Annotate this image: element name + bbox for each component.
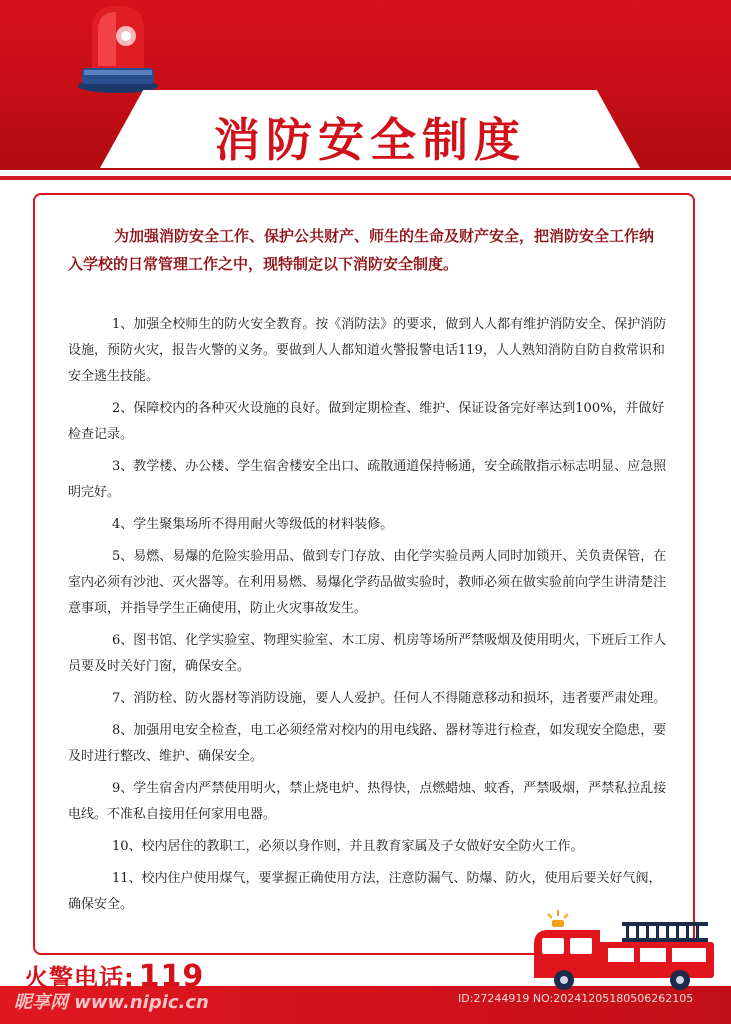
watermark-id: ID:27244919 NO:20241205180506262105	[458, 992, 694, 1005]
rule-item: 10、校内居住的教职工，必须以身作则，并且教育家属及子女做好安全防火工作。	[112, 839, 584, 854]
hotline-label: 火警电话:	[24, 964, 135, 992]
hotline-number: 119	[138, 959, 205, 994]
rules-list	[68, 312, 668, 924]
rule-item: 11、校内住户使用煤气，要掌握正确使用方法，注意防漏气、防爆、防火，使用后要关好气阀，确保安全。	[68, 871, 662, 912]
rule-item: 9、学生宿舍内严禁使用明火，禁止烧电炉、热得快，点燃蜡烛、蚊香，严禁吸烟，严禁私拉乱接电线。不准私自接用任何家用电器。	[68, 781, 667, 822]
rule-item: 2、保障校内的各种灭火设施的良好。做到定期检查、维护、保证设备完好率达到100%，并做好检查记录。	[68, 401, 665, 442]
rule-item: 4、学生聚集场所不得用耐火等级低的材料装修。	[112, 517, 394, 532]
rule-item: 3、教学楼、办公楼、学生宿舍楼安全出口、疏散通道保持畅通，安全疏散指示标志明显、应急照明完好。	[68, 459, 667, 500]
intro-paragraph: 为加强消防安全工作、保护公共财产、师生的生命及财产安全，把消防安全工作纳入学校的日常管理工作之中，现特制定以下消防安全制度。	[68, 227, 655, 273]
rule-item: 6、图书馆、化学实验室、物理实验室、木工房、机房等场所严禁吸烟及使用明火，下班后工作人员要及时关好门窗，确保安全。	[68, 633, 667, 674]
page-title: 消防安全制度	[214, 113, 526, 167]
rule-item: 8、加强用电安全检查，电工必须经常对校内的用电线路、器材等进行检查，如发现安全隐患，要及时进行整改、维护、确保安全。	[68, 723, 667, 764]
header-divider-line	[0, 176, 731, 180]
fire-truck-icon	[530, 908, 720, 990]
siren-icon	[70, 0, 166, 96]
watermark-site: 昵享网 www.nipic.cn	[14, 992, 209, 1013]
rule-item: 5、易燃、易爆的危险实验用品、做到专门存放、由化学实验员两人同时加锁开、关负责保管，在室内必须有沙池、灭火器等。在利用易燃、易爆化学药品做实验时，教师必须在做实验前向学生讲清楚注意事项，并指导学生正确使用，防止火灾事故发生。	[68, 549, 667, 616]
rule-item: 1、加强全校师生的防火安全教育。按《消防法》的要求，做到人人都有维护消防安全、保护消防设施，预防火灾，报告火警的义务。要做到人人都知道火警报警电话119，人人熟知消防自防自救常识和安全逃生技能。	[68, 317, 667, 384]
rule-item: 7、消防栓、防火器材等消防设施，要人人爱护。任何人不得随意移动和损坏，违者要严肃处理。	[112, 691, 667, 706]
